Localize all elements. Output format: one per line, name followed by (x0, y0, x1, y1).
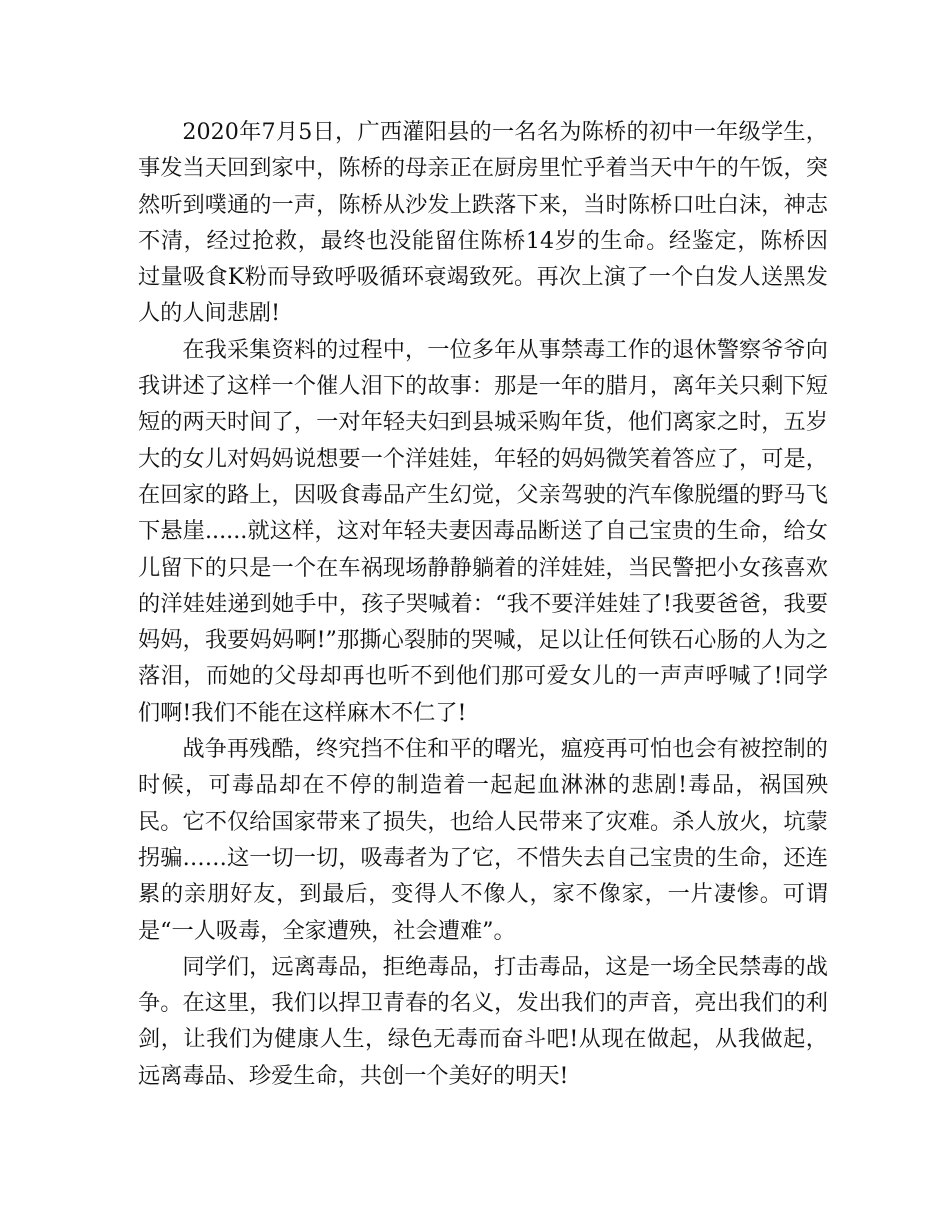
document-body (138, 114, 828, 1094)
paragraph-3: 战争再残酷，终究挡不住和平的曙光，瘟疫再可怕也会有被控制的时候，可毒品却在不停的制造着一起起血淋淋的悲剧!毒品，祸国殃民。它不仅给国家带来了损失，也给人民带来了灾难。杀人放火，坑蒙拐骗……这一切一切，吸毒者为了它，不惜失去自己宝贵的生命，还连累的亲朋好友，到最后，变得人不像人，家不像家，一片凄惨。可谓是“一人吸毒，全家遭殃，社会遭难”。 (138, 736, 828, 944)
paragraph-1: 2020年7月5日，广西灌阳县的一名名为陈桥的初中一年级学生，事发当天回到家中，陈桥的母亲正在厨房里忙乎着当天中午的午饭，突然听到噗通的一声，陈桥从沙发上跌落下来，当时陈桥口吐白沫，神志不清，经过抢救，最终也没能留住陈桥14岁的生命。经鉴定，陈桥因过量吸食K粉而导致呼吸循环衰竭致死。再次上演了一个白发人送黑发人的人间悲剧! (138, 119, 828, 327)
paragraph-4: 同学们，远离毒品，拒绝毒品，打击毒品，这是一场全民禁毒的战争。在这里，我们以捍卫青春的名义，发出我们的声音，亮出我们的利剑，让我们为健康人生，绿色无毒而奋斗吧!从现在做起，从我做起，远离毒品、珍爱生命，共创一个美好的明天! (138, 953, 828, 1089)
paragraph-2: 在我采集资料的过程中，一位多年从事禁毒工作的退休警察爷爷向我讲述了这样一个催人泪下的故事：那是一年的腊月，离年关只剩下短短的两天时间了，一对年轻夫妇到县城采购年货，他们离家之时，五岁大的女儿对妈妈说想要一个洋娃娃，年轻的妈妈微笑着答应了，可是，在回家的路上，因吸食毒品产生幻觉，父亲驾驶的汽车像脱缰的野马飞下悬崖......就这样，这对年轻夫妻因毒品断送了自己宝贵的生命，给女儿留下的只是一个在车祸现场静静躺着的洋娃娃，当民警把小女孩喜欢的洋娃娃递到她手中，孩子哭喊着：“我不要洋娃娃了!我要爸爸，我要妈妈，我要妈妈啊!”那撕心裂肺的哭喊，足以让任何铁石心肠的人为之落泪，而她的父母却再也听不到他们那可爱女儿的一声声呼喊了!同学们啊!我们不能在这样麻木不仁了! (138, 336, 828, 726)
